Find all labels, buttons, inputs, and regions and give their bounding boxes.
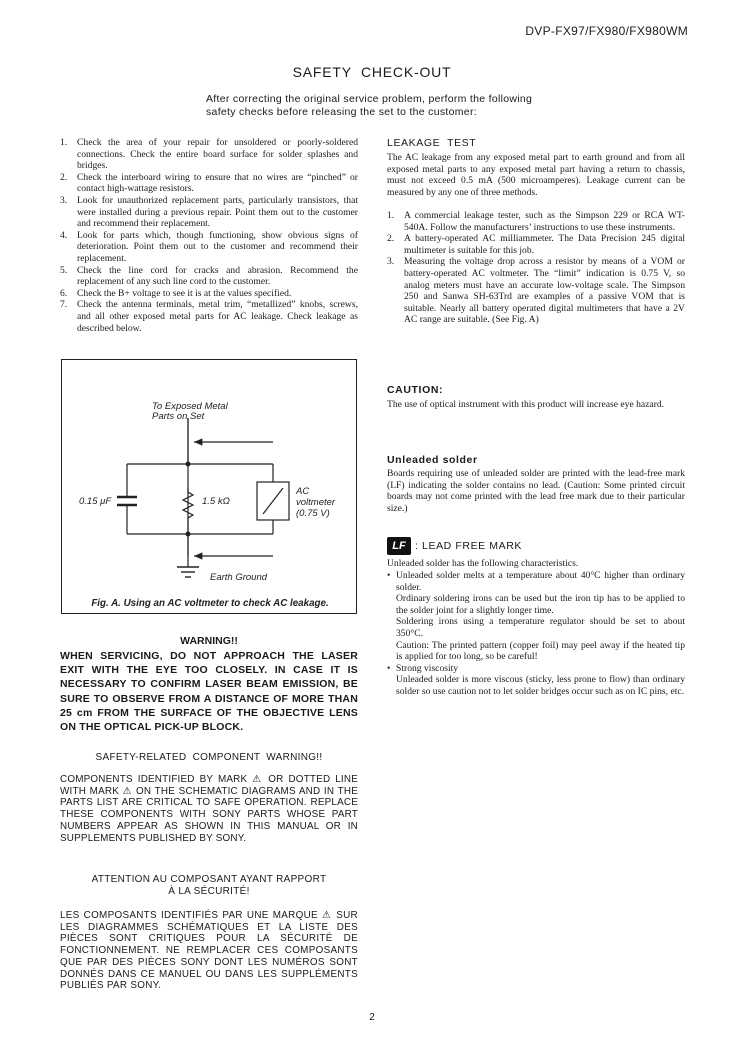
list-item xyxy=(60,195,358,230)
intro-text: After correcting the original service problem, perform the following safety checks before releasing the set to the customer: xyxy=(206,93,533,118)
list-item xyxy=(387,640,685,663)
list-item xyxy=(387,616,685,639)
item-number: 1. xyxy=(60,137,68,148)
unleaded-solder-text: Boards requiring use of unleaded solder are printed with the lead-free mark (LF) indicating the solder contains no lead. (Caution: Some printed circuit boards may not come printed with the lead free mark due to their particular size.) xyxy=(387,468,685,514)
list-item xyxy=(60,172,358,195)
item-number: 3. xyxy=(60,194,68,206)
lead-free-characteristics xyxy=(387,570,685,698)
list-item xyxy=(387,233,685,256)
leakage-test-text: The AC leakage from any exposed metal part to earth ground and from all exposed metal parts to any exposed metal part having a return to chassis, must not exceed 0.5 mA (500 microamperes). Leakage current can be measured by any one of three methods. xyxy=(387,152,685,198)
label-voltmeter: voltmeter xyxy=(296,497,336,508)
french-title-line1: ATTENTION AU COMPOSANT AYANT RAPPORT xyxy=(91,874,327,885)
paragraph-text: Ordinary soldering irons can be used but the iron tip has to be applied to the solder joint for a slightly longer time. xyxy=(396,593,685,616)
list-item xyxy=(387,674,685,697)
french-warning-title xyxy=(60,874,358,897)
list-item xyxy=(60,137,358,172)
leakage-test-title: LEAKAGE TEST xyxy=(387,137,477,149)
lead-free-title: : LEAD FREE MARK xyxy=(415,540,523,552)
item-number: 7. xyxy=(60,299,68,311)
item-text: A commercial leakage tester, such as the Simpson 229 or RCA WT-540A. Follow the manufacturers’ instructions to use these instruments. xyxy=(404,210,685,233)
item-text: Unleaded solder melts at a temperature about 40°C higher than ordinary solder. xyxy=(396,570,685,593)
list-item xyxy=(60,299,358,334)
caution-title: CAUTION: xyxy=(387,384,444,396)
item-text: Check the antenna terminals, metal trim, “metallized” knobs, screws, and all other exposed metal parts for AC leakage. Check leakage as described below. xyxy=(77,299,358,334)
item-number: 2. xyxy=(60,171,68,183)
list-item xyxy=(387,210,685,233)
paragraph-text: Unleaded solder is more viscous (sticky, less prone to flow) than ordinary solder so use caution not to let solder bridges occur such as on IC pins, etc. xyxy=(396,674,685,697)
caution-text: The use of optical instrument with this product will increase eye hazard. xyxy=(387,399,665,410)
item-text: A battery-operated AC milliammeter. The Data Precision 245 digital multimeter is suitable for this job. xyxy=(404,233,685,256)
figure-caption: Fig. A. Using an AC voltmeter to check AC leakage. xyxy=(91,598,329,609)
circuit-diagram xyxy=(62,360,358,615)
item-text: Check the interboard wiring to ensure that no wires are “pinched” or contact high-wattage resistors. xyxy=(77,171,358,195)
leakage-circuit-figure xyxy=(61,359,357,614)
laser-warning-title: WARNING!! xyxy=(180,635,238,647)
lead-free-mark-heading xyxy=(387,537,522,555)
label-parts-on-set: Parts on Set xyxy=(152,411,205,422)
lead-free-logo-icon: LF xyxy=(387,537,411,555)
item-text: Strong viscosity xyxy=(396,662,459,674)
laser-warning-text: WHEN SERVICING, DO NOT APPROACH THE LASER EXIT WITH THE EYE TOO CLOSELY. IN CASE IT IS NECESSARY TO CONFIRM LASER BEAM EMISSION, BE SURE TO OBSERVE FROM A DISTANCE OF MORE THAN 25 cm FROM THE SURFACE OF THE OBJECTIVE LENS ON THE OPTICAL PICK-UP BLOCK. xyxy=(60,650,358,734)
list-item xyxy=(60,288,358,300)
list-item xyxy=(387,256,685,326)
label-ac: AC xyxy=(296,486,310,497)
label-resistance: 1.5 kΩ xyxy=(202,496,230,507)
item-text: Check the line cord for cracks and abrasion. Recommend the replacement of any such line cord to the customer. xyxy=(77,264,358,288)
list-item xyxy=(387,570,685,593)
lead-free-intro: Unleaded solder has the following characteristics. xyxy=(387,558,579,569)
item-text: Look for parts which, though functioning, show obvious signs of deterioration. Point them out to the customer and recommend their replacement. xyxy=(77,229,358,264)
french-warning-text: LES COMPOSANTS IDENTIFIÉS PAR UNE MARQUE ⚠ SUR LES DIAGRAMMES SCHÉMATIQUES ET LA LISTE DES PIÈCES SONT CRITIQUES POUR LA SÉCURITÉ DE FONCTIONNEMENT. NE REMPLACER CES COMPOSANTS QUE PAR DES PIÈCES SONY DONT LES NUMÉROS SONT DONNÉS DANS CE MANUEL OU DANS LES SUPPLÉMENTS PUBLIÉS PAR SONY. xyxy=(60,910,358,992)
safety-component-text: COMPONENTS IDENTIFIED BY MARK ⚠ OR DOTTED LINE WITH MARK ⚠ ON THE SCHEMATIC DIAGRAMS AND IN THE PARTS LIST ARE CRITICAL TO SAFE OPERATION. REPLACE THESE COMPONENTS WITH SONY PARTS WHOSE PART NUMBERS APPEAR AS SHOWN IN THIS MANUAL OR IN SUPPLEMENTS PUBLISHED BY SONY. xyxy=(60,774,358,844)
page-number: 2 xyxy=(369,1012,375,1023)
model-number: DVP-FX97/FX980/FX980WM xyxy=(525,24,688,38)
item-number: 5. xyxy=(60,264,68,276)
item-text: Check the area of your repair for unsoldered or poorly-soldered connections. Check the entire board surface for solder splashes and bridges. xyxy=(77,137,358,172)
leakage-methods-list xyxy=(387,210,685,326)
list-item xyxy=(387,593,685,616)
item-number: 6. xyxy=(60,287,68,299)
item-text: Check the B+ voltage to see it is at the values specified. xyxy=(77,287,292,299)
list-item xyxy=(387,663,685,675)
label-to-exposed: To Exposed Metal xyxy=(152,401,228,412)
item-text: Look for unauthorized replacement parts, particularly transistors, that were installed during a previous repair. Point them out to the customer and recommend their replacement. xyxy=(77,194,358,230)
french-title-line2: À LA SÉCURITÉ! xyxy=(168,885,250,897)
label-voltage: (0.75 V) xyxy=(296,508,330,519)
page-title: SAFETY CHECK-OUT xyxy=(292,64,452,80)
label-earth-ground: Earth Ground xyxy=(210,572,268,583)
item-text: Measuring the voltage drop across a resistor by means of a VOM or battery-operated AC voltmeter. The “limit” indication is 0.75 V, so analog meters must have an accurate low-voltage scale. The Simpson 250 and Sanwa SH-63Trd are examples of a passive VOM that is suitable. Nearly all battery operated digital multimeters that have a 2V AC range are suitable. (See Fig. A) xyxy=(404,256,685,326)
safety-checklist xyxy=(60,137,358,334)
paragraph-text: Caution: The printed pattern (copper foil) may peel away if the heated tip is applied for too long, so be careful! xyxy=(396,639,685,663)
list-item xyxy=(60,230,358,265)
unleaded-solder-title: Unleaded solder xyxy=(387,454,478,466)
list-item xyxy=(60,265,358,288)
item-number: 2. xyxy=(387,233,395,245)
paragraph-text: Soldering irons using a temperature regulator should be set to about 350°C. xyxy=(396,616,685,639)
bullet-icon: • xyxy=(387,570,391,581)
item-number: 3. xyxy=(387,256,395,268)
bullet-icon: • xyxy=(387,662,391,674)
safety-component-title: SAFETY-RELATED COMPONENT WARNING!! xyxy=(95,752,323,763)
label-capacitance: 0.15 μF xyxy=(79,496,112,507)
item-number: 4. xyxy=(60,229,68,241)
item-number: 1. xyxy=(387,210,395,221)
